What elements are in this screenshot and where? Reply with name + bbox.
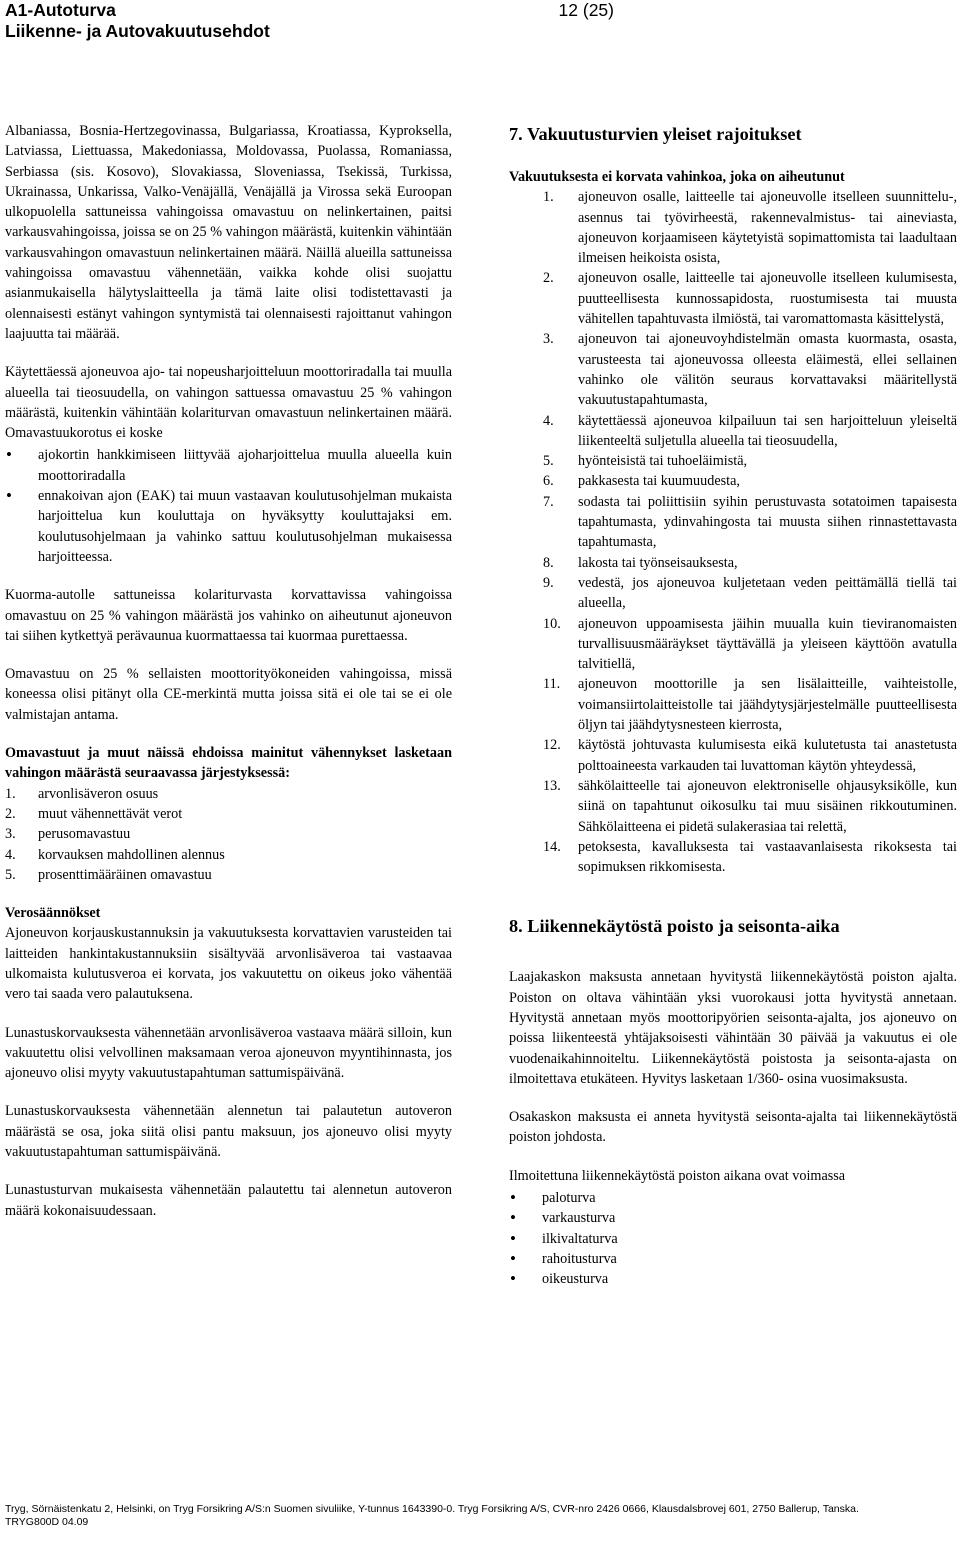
right-column — [509, 123, 957, 1308]
list-item: 3. ajoneuvon tai ajoneuvoyhdistelmän omasta kuormasta, osasta, varusteesta tai ajoneuvossa olleesta eläimestä, ellei sellainen vahinko ole välitön seuraus korvattavaksi määritellystä vakuutustapahtumasta, — [543, 331, 957, 409]
list-item: 2. ajoneuvon osalle, laitteelle tai ajoneuvolle itselleen kulumisesta, puutteellisesta kunnossapidosta, ruostumisesta tai muusta vähitellen tapahtuvasta ilmiöstä, tai varomattomasta käsittelystä, — [543, 270, 957, 328]
section-heading-tax: Verosäännökset — [5, 905, 101, 922]
list-item: 6. pakkasesta tai kuumuudesta, — [543, 473, 740, 490]
paragraph-valid-covers: Ilmoitettuna liikennekäytöstä poiston aikana ovat voimassa — [509, 1167, 846, 1184]
page-number: 12 (25) — [558, 0, 614, 20]
paragraph-deductible-regions: Albaniassa, Bosnia-Hertzegovinassa, Bulgariassa, Kroatiassa, Kyproksella, Latviassa, Liettuassa, Makedoniassa, Moldovassa, Puolassa, Romaniassa, Serbiassa (sis. Kosovo), Slovakiassa, Sloveniassa, Tsekissä, Turkissa, Ukrainassa, Unkarissa, Valko-Venäjällä, Venäjällä ja Virossa sekä Euroopan ulkopuolella sattuneissa vahingoissa omavastuu on nelinkertainen, paitsi varkausvahingoissa, joissa se on 25 % vahingon määrästä, kuitenkin vähintään varkausvahingon omavastuun nelinkertainen määrä. Näillä alueilla sattuneissa vahingoissa omavastuu vähennetään, vaikka kohde olisi suojattu asianmukaisella hälytyslaitteella ja tämä laite olisi todistettavasti ja olennaisesti estänyt vahingon syntymistä tai olennaisesti rajoittanut vahingon laajuutta tai määrää. — [5, 123, 452, 342]
list-item: • rahoitusturva — [509, 1249, 957, 1269]
page-footer — [5, 1503, 955, 1529]
list-item: • paloturva — [509, 1188, 957, 1208]
section-heading-7: 7. Vakuutusturvien yleiset rajoitukset — [509, 124, 802, 144]
list-item: • oikeusturva — [509, 1269, 957, 1289]
list-item: 5. prosenttimääräinen omavastuu — [5, 866, 212, 883]
deduction-order-list — [5, 784, 452, 885]
paragraph-order-heading: Omavastuut ja muut näissä ehdoissa mainitut vähennykset lasketaan vahingon määrästä seuraavassa järjestyksessä: — [5, 745, 452, 782]
list-item: 7. sodasta tai poliittisiin syihin perustuvasta sotatoimen tapaisesta tapahtumasta, ydinvahingosta tai muusta siihen rinnastettavasta tapahtumasta, — [543, 493, 957, 551]
paragraph-comprehensive-refund: Laajakaskon maksusta annetaan hyvitystä liikennekäytöstä poiston ajalta. Poiston on oltava vähintään yksi vuorokausi jotta hyvitystä annetaan. Hyvitystä annetaan myös moottoripyörien seisonta-ajalta, jos ajoneuvo on poissa liikenteestä yhtäjaksoisesti vähintään 30 päivää ja vakuutus ei ole vuodenaikahinnoiteltu. Liikennekäytöstä poistosta ja seisonta-ajasta on ilmoitettava etukäteen. Hyvitys lasketaan 1/360- osina vuosimaksusta. — [509, 969, 957, 1087]
left-column — [5, 121, 452, 1239]
list-item: • varkausturva — [509, 1208, 957, 1228]
page-header — [5, 0, 955, 44]
footer-document-code: TRYG800D 04.09 — [5, 1516, 89, 1528]
paragraph-truck: Kuorma-autolle sattuneissa kolariturvasta korvattavissa vahingoissa omavastuu on 25 % vahingon määrästä jos vahinko on aiheutunut ajoneuvon tai siihen kytkettyä perävaunua kuormattaessa tai kuormaa purettaessa. — [5, 587, 452, 644]
list-item: 12. käytöstä johtuvasta kulumisesta eikä kulutetusta tai anastetusta polttoaineesta varkauden tai luvattoman käytön yhteydessä, — [543, 737, 957, 774]
list-item: 14. petoksesta, kavalluksesta tai vastaavanlaisesta rikoksesta tai sopimuksen rikkomisesta. — [543, 838, 957, 876]
list-item: 8. lakosta tai työnseisauksesta, — [543, 554, 738, 571]
paragraph-machines: Omavastuu on 25 % sellaisten moottorityökoneiden vahingoissa, missä koneessa olisi pitänyt olla CE-merkintä mutta joissa sitä ei ole tai se ei ole valmistajan antama. — [5, 666, 452, 723]
list-item: 11. ajoneuvon moottorille ja sen lisälaitteille, vaihteistolle, voimansiirtolaitteistolle tai jäähdytysjärjestelmälle puutteellisesta öljyn tai jäähdytysnesteen kierrosta, — [543, 676, 957, 734]
document-title: A1-Autoturva — [5, 0, 116, 20]
exception-list — [5, 445, 452, 567]
section-heading-8: 8. Liikennekäytöstä poisto ja seisonta-aika — [509, 916, 840, 937]
paragraph-vat: Ajoneuvon korjauskustannuksin ja vakuutuksesta korvattavien varusteiden tai laitteiden hankintakustannuksiin sisältyvää arvonlisäveroa tai vastaavaa ulkomaista kulutusveroa ei korvata, jos vakuutettu on oikeus joko vähentää vero tai saada vero palautuksena. — [5, 925, 452, 1003]
list-item: 1. ajoneuvon osalle, laitteelle tai ajoneuvolle itselleen suunnittelu-, asennus tai työvirheestä, rakennevalmistus- tai aineviasta, ajoneuvon korjaamiseen käytetyistä sopimattomista tai laadultaan ilmeisen heikoista osista, — [543, 189, 957, 267]
list-item: 2. muut vähennettävät verot — [5, 805, 183, 822]
list-item: 13. sähkölaitteelle tai ajoneuvon elektroniselle ohjausyksikölle, kun siinä on tapahtunut oikosulku tai muu sisäinen rikkoutuminen. Sähkölaitteena ei pidetä sulakerasiaa tai relettä, — [543, 777, 957, 835]
list-item: 10. ajoneuvon uppoamisesta jäihin muualla kuin tieviranomaisten turvallisuusmääräykset täyttävällä ja yleiseen käyttöön avatulla talvitiellä, — [543, 615, 957, 673]
paragraph-redemption-cartax: Lunastuskorvauksesta vähennetään alennetun tai palautetun autoveron määrästä se osa, joka siitä olisi pantu maksuun, jos ajoneuvo olisi myyty vakuutustapahtuman sattumispäivänä. — [5, 1103, 452, 1161]
paragraph-redemption-vat: Lunastuskorvauksesta vähennetään arvonlisäveroa vastaava määrä silloin, kun vakuutettu olisi velvollinen maksamaan veroa ajoneuvon myyntihinnasta, jos ajoneuvo olisi myyty vakuutustapahtuman sattumispäivänä. — [5, 1024, 452, 1082]
list-item: 4. korvauksen mahdollinen alennus — [5, 846, 225, 863]
valid-cover-list — [509, 1188, 957, 1289]
exclusion-list — [509, 187, 957, 877]
subheading-7: Vakuutuksesta ei korvata vahinkoa, joka on aiheutunut — [509, 169, 845, 185]
list-item: • ajokortin hankkimiseen liittyvää ajoharjoittelua muulla alueella kuin moottoriradalla — [5, 445, 452, 486]
paragraph-track-driving: Käytettäessä ajoneuvoa ajo- tai nopeusharjoitteluun moottoriradalla tai muulla alueella tai tieosuudella, on vahingon sattuessa omavastuu 25 % vahingon määrästä, kuitenkin vähintään kolariturvan omavastuun nelinkertainen määrä. Omavastuukorotus ei koske — [5, 364, 452, 442]
list-item: 3. perusomavastuu — [5, 826, 131, 843]
list-item: • ilkivaltaturva — [509, 1229, 957, 1249]
list-item: • ennakoivan ajon (EAK) tai muun vastaavan koulutusohjelman mukaista harjoittelua kun kouluttaja on hyväksytty kouluttajaksi em. koulutusohjelmaan ja vahinko sattuu koulutusohjelman mukaisessa harjoitteessa. — [5, 486, 452, 567]
list-item: 4. käytettäessä ajoneuvoa kilpailuun tai sen harjoitteluun yleiseltä liikenteeltä suljetulla alueella tai tieosuudella, — [543, 412, 957, 449]
list-item: 1. arvonlisäveron osuus — [5, 785, 159, 802]
footer-company-info: Tryg, Sörnäistenkatu 2, Helsinki, on Tryg Forsikring A/S:n Suomen sivuliike, Y-tunnus 1643390-0. Tryg Forsikring A/S, CVR-nro 2426 0666, Klausdalsbrovej 601, 2750 Ballerup, Tanska. — [5, 1503, 859, 1515]
list-item: 9. vedestä, jos ajoneuvoa kuljetetaan veden peittämällä tiellä tai alueella, — [543, 574, 957, 612]
document-subtitle: Liikenne- ja Autovakuutusehdot — [5, 21, 270, 41]
list-item: 5. hyönteisistä tai tuhoeläimistä, — [543, 453, 748, 470]
paragraph-partial-cover: Osakaskon maksusta ei anneta hyvitystä seisonta-ajalta tai liikennekäytöstä poiston johdosta. — [509, 1109, 957, 1146]
paragraph-redemption-cover: Lunastusturvan mukaisesta vähennetään palautettu tai alennetun autoveron määrä kokonaisuudessaan. — [5, 1182, 452, 1219]
